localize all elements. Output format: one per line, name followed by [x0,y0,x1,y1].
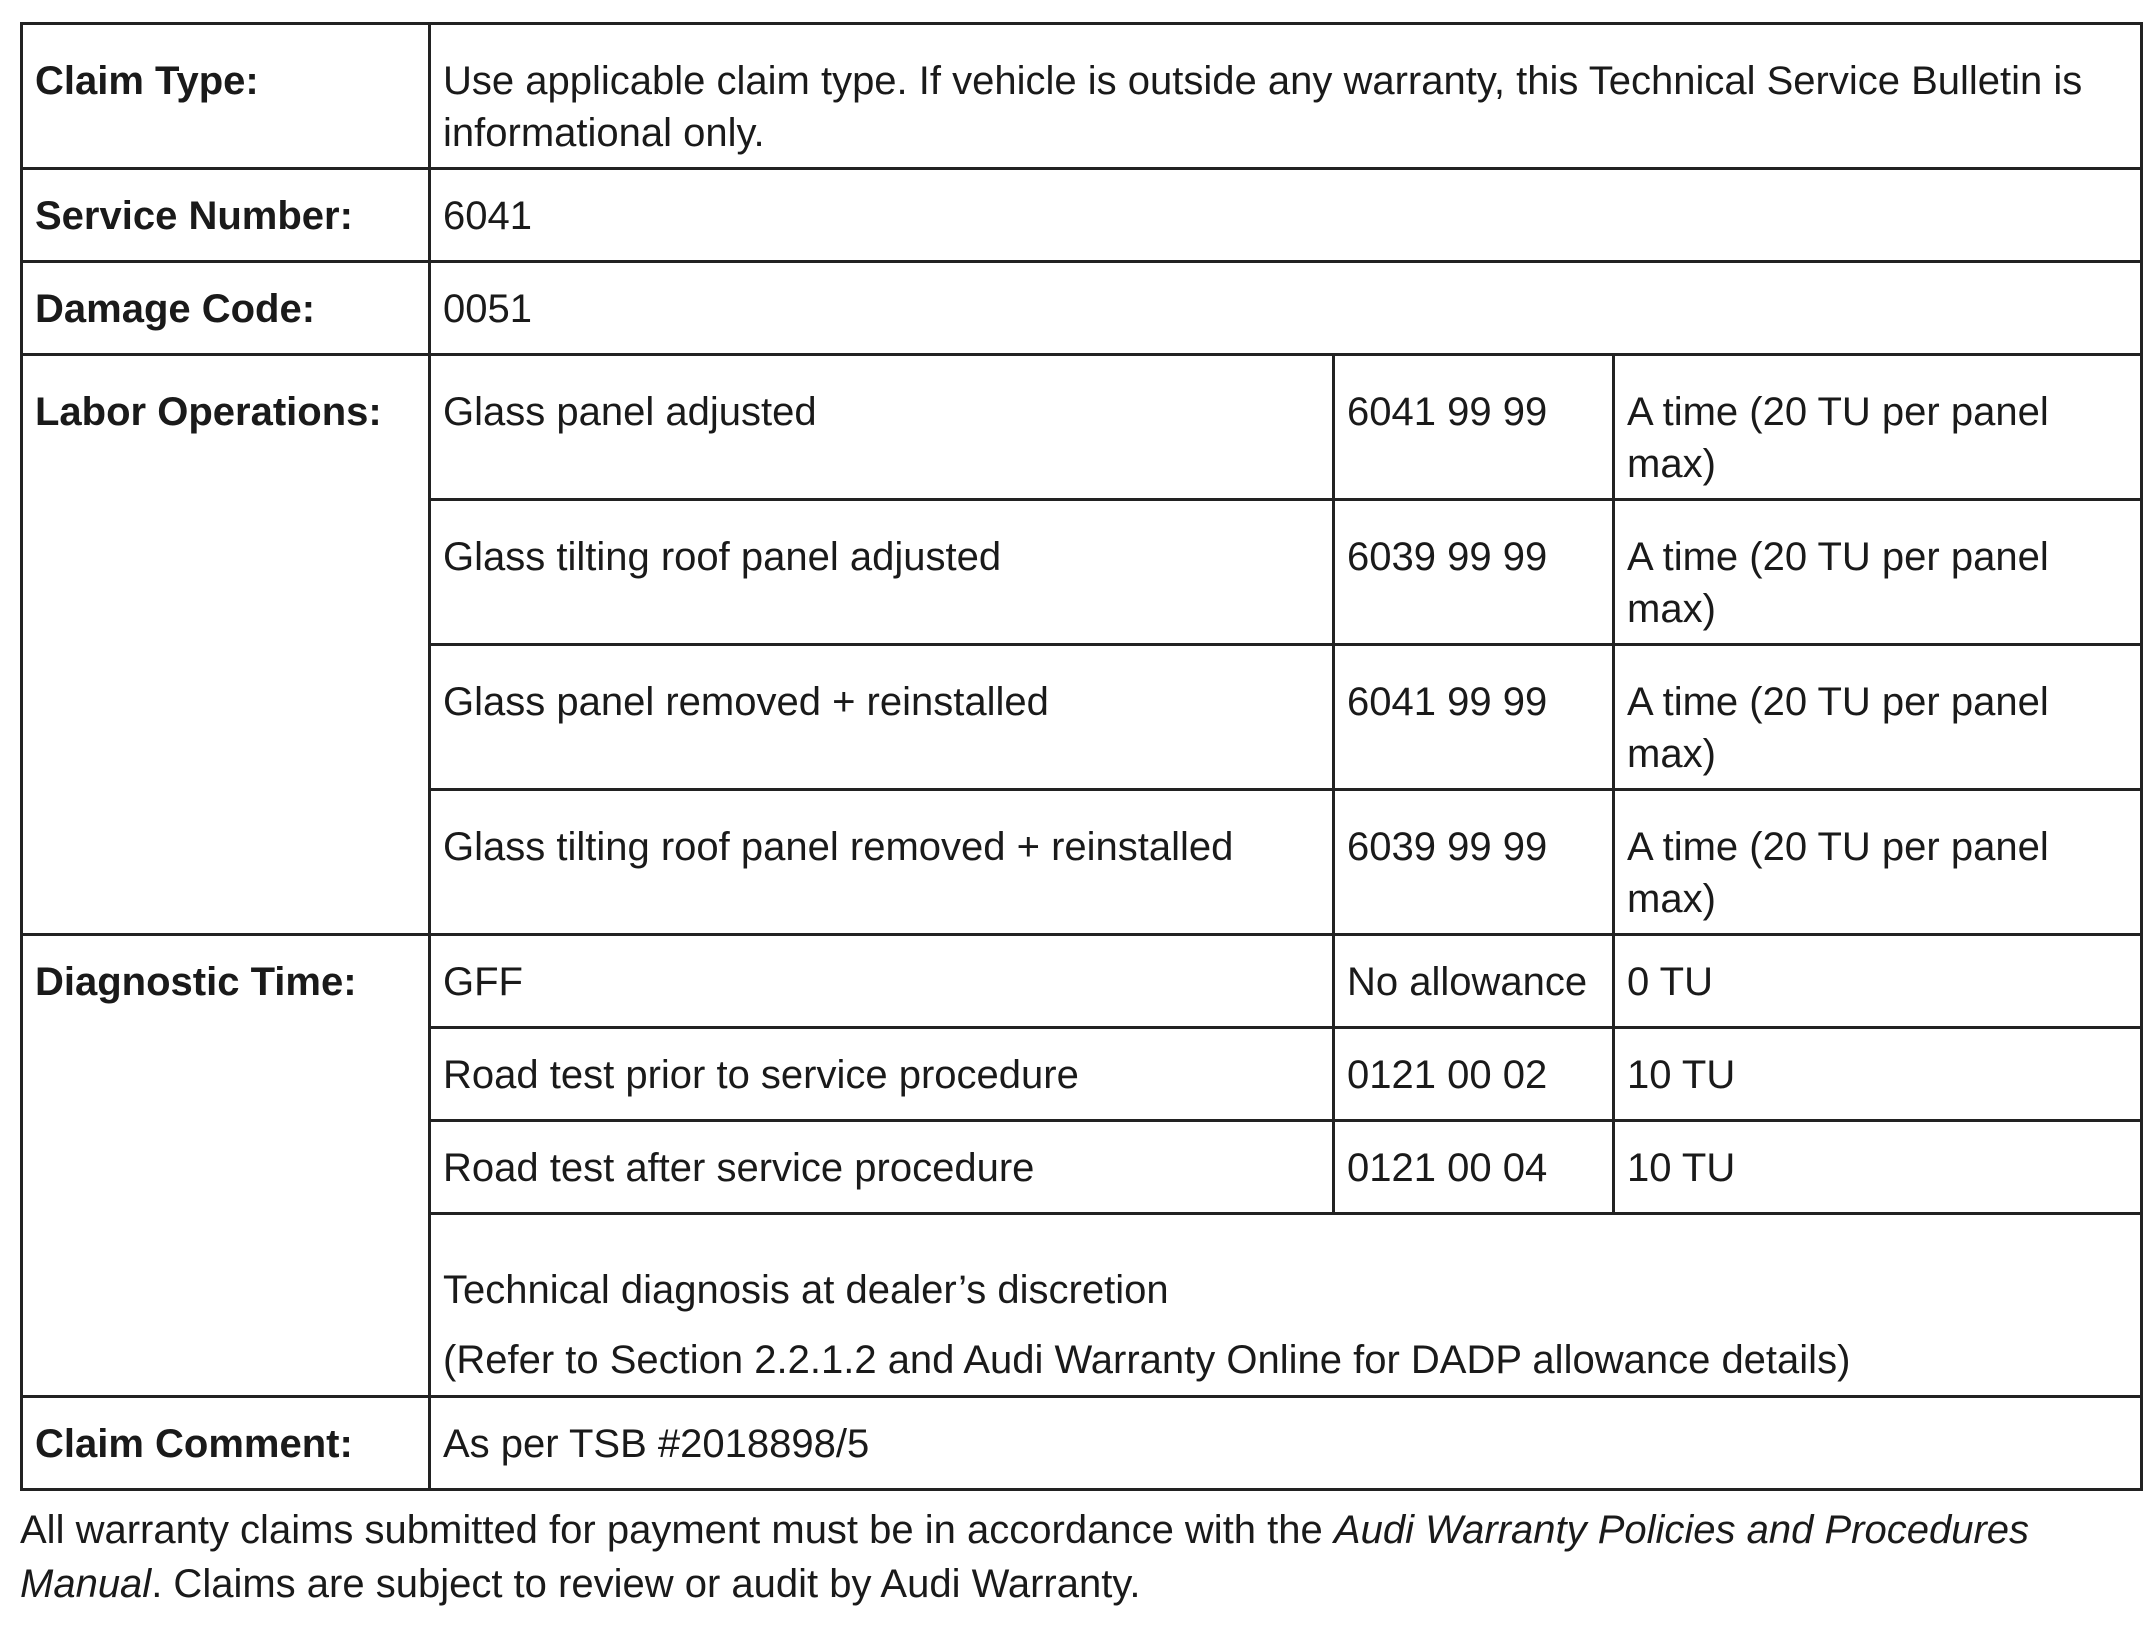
warranty-footer-note [20,1503,2140,1611]
diagnostic-time-label: Diagnostic Time: [22,935,430,1397]
labor-operation-description: Glass tilting roof panel removed + reinstalled [430,790,1334,935]
diagnostic-description: Road test after service procedure [430,1121,1334,1214]
labor-operation-description: Glass panel removed + reinstalled [430,645,1334,790]
diagnostic-note [430,1214,2142,1397]
diagnostic-note-reference: (Refer to Section 2.2.1.2 and Audi Warranty Online for DADP allowance details) [443,1338,1851,1382]
footer-text-start: All warranty claims submitted for payment must be in accordance with the [20,1508,1334,1552]
diagnostic-time-row [22,935,2142,1028]
labor-operation-time: A time (20 TU per panel max) [1614,790,2142,935]
damage-code-label: Damage Code: [22,262,430,355]
service-number-value: 6041 [430,169,2142,262]
diagnostic-code: No allowance [1334,935,1614,1028]
diagnostic-time-value: 0 TU [1614,935,2142,1028]
service-number-row [22,169,2142,262]
claim-comment-value: As per TSB #2018898/5 [430,1397,2142,1490]
labor-operation-code: 6039 99 99 [1334,790,1614,935]
diagnostic-code: 0121 00 04 [1334,1121,1614,1214]
labor-operation-description: Glass tilting roof panel adjusted [430,500,1334,645]
labor-operation-code: 6041 99 99 [1334,645,1614,790]
labor-operation-code: 6041 99 99 [1334,355,1614,500]
labor-operation-time: A time (20 TU per panel max) [1614,645,2142,790]
diagnostic-time-value: 10 TU [1614,1028,2142,1121]
labor-operation-description: Glass panel adjusted [430,355,1334,500]
labor-operation-row [22,355,2142,500]
claim-type-label: Claim Type: [22,24,430,169]
labor-operation-code: 6039 99 99 [1334,500,1614,645]
claim-type-row [22,24,2142,169]
diagnostic-note-line: Technical diagnosis at dealer’s discretion [443,1268,1169,1312]
labor-operations-label: Labor Operations: [22,355,430,935]
diagnostic-code: 0121 00 02 [1334,1028,1614,1121]
footer-manual-title: Audi Warranty Policies and Procedures Manual [20,1508,2030,1606]
damage-code-value: 0051 [430,262,2142,355]
labor-operation-time: A time (20 TU per panel max) [1614,355,2142,500]
claim-comment-label: Claim Comment: [22,1397,430,1490]
diagnostic-time-value: 10 TU [1614,1121,2142,1214]
claim-comment-row [22,1397,2142,1490]
footer-text-end: . Claims are subject to review or audit by Audi Warranty. [151,1562,1141,1606]
diagnostic-description: GFF [430,935,1334,1028]
warranty-document [20,22,2140,1651]
service-number-label: Service Number: [22,169,430,262]
warranty-claim-table [20,22,2143,1491]
claim-type-value: Use applicable claim type. If vehicle is outside any warranty, this Technical Service Bulletin is informational only. [430,24,2142,169]
labor-operation-time: A time (20 TU per panel max) [1614,500,2142,645]
diagnostic-description: Road test prior to service procedure [430,1028,1334,1121]
damage-code-row [22,262,2142,355]
